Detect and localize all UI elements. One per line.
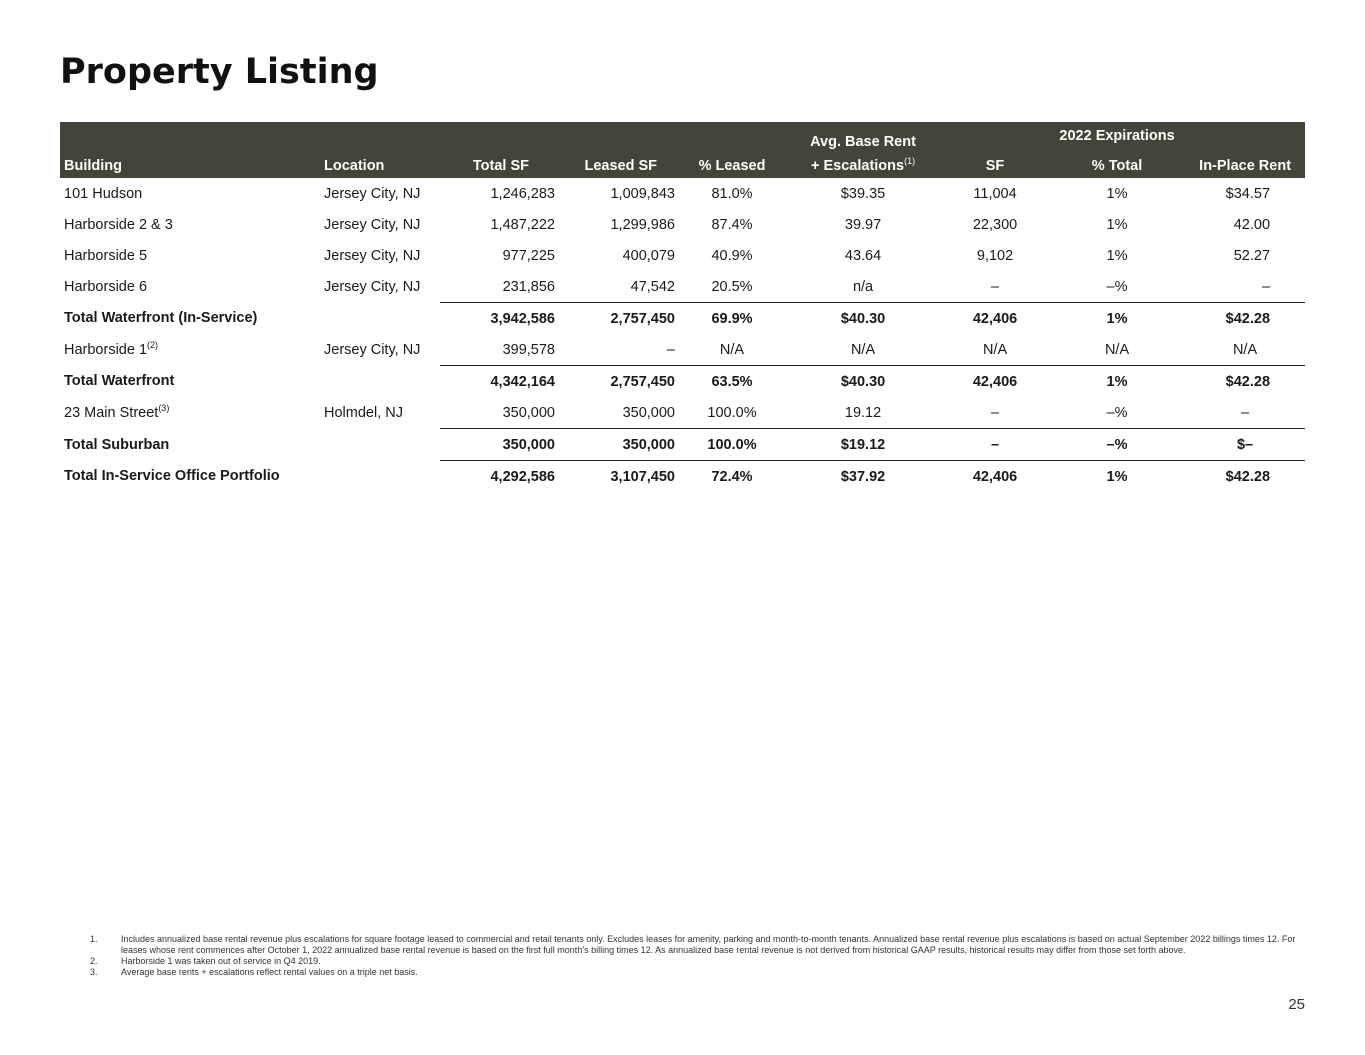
avg-base-rent: N/A xyxy=(850,341,876,358)
footnote-ref-1: (1) xyxy=(904,156,916,167)
total-sf: 977,225 xyxy=(502,247,555,264)
pct-leased: 100.0% xyxy=(679,429,785,461)
avg-base-rent: 39.97 xyxy=(844,216,882,233)
header-rent-line1: Avg. Base Rent xyxy=(785,122,941,150)
header-location: Location xyxy=(320,150,440,178)
footnote xyxy=(90,967,1300,978)
location: Jersey City, NJ xyxy=(324,341,421,358)
building-name: Total In-Service Office Portfolio xyxy=(64,468,280,485)
in-place-rent: 42.00 xyxy=(1233,216,1271,233)
header-leased-sf: Leased SF xyxy=(559,150,679,178)
building-name: Harborside 6 xyxy=(64,278,148,295)
property-listing-table xyxy=(60,122,1305,492)
footnote-number: 2. xyxy=(90,956,98,966)
pct-total: 1% xyxy=(1106,216,1128,233)
page-number: 25 xyxy=(1288,996,1305,1013)
location: Jersey City, NJ xyxy=(324,278,421,295)
footnote-text: Average base rents + escalations reflect rental values on a triple net basis. xyxy=(121,967,418,977)
expiring-sf: 42,406 xyxy=(941,303,1049,335)
total-sf: 4,342,164 xyxy=(440,366,559,398)
table-row xyxy=(60,271,1305,303)
table-row-total xyxy=(60,366,1305,398)
pct-leased: 20.5% xyxy=(711,278,753,295)
avg-base-rent: $37.92 xyxy=(785,461,941,493)
header-pct-leased: % Leased xyxy=(679,150,785,178)
total-sf: 231,856 xyxy=(502,278,555,295)
expiring-sf: 42,406 xyxy=(941,461,1049,493)
header-in-place-rent: In-Place Rent xyxy=(1185,150,1305,178)
expiring-sf: 42,406 xyxy=(941,366,1049,398)
header-row xyxy=(60,150,1305,178)
in-place-rent: N/A xyxy=(1232,341,1258,358)
page-title: Property Listing xyxy=(60,52,379,92)
leased-sf: – xyxy=(666,341,675,358)
total-sf: 350,000 xyxy=(502,404,555,421)
avg-base-rent: $40.30 xyxy=(785,303,941,335)
location: Holmdel, NJ xyxy=(324,404,403,421)
building-name: Harborside 2 & 3 xyxy=(64,216,173,233)
table-row-total xyxy=(60,461,1305,493)
avg-base-rent: 43.64 xyxy=(844,247,882,264)
leased-sf: 350,000 xyxy=(559,429,679,461)
pct-leased: 63.5% xyxy=(679,366,785,398)
leased-sf: 2,757,450 xyxy=(559,303,679,335)
in-place-rent: $42.28 xyxy=(1185,461,1305,493)
total-sf: 350,000 xyxy=(440,429,559,461)
table-row xyxy=(60,178,1305,209)
expiring-sf: 11,004 xyxy=(973,185,1017,202)
expiring-sf: – xyxy=(990,404,1000,421)
expiring-sf: – xyxy=(990,278,1000,295)
in-place-rent: $42.28 xyxy=(1185,366,1305,398)
in-place-rent: $34.57 xyxy=(1225,185,1271,202)
location xyxy=(320,429,440,461)
location xyxy=(320,366,440,398)
leased-sf: 2,757,450 xyxy=(559,366,679,398)
pct-leased: N/A xyxy=(719,341,745,358)
avg-base-rent: $39.35 xyxy=(840,185,886,202)
avg-base-rent: $40.30 xyxy=(785,366,941,398)
building-name: 101 Hudson xyxy=(64,185,143,202)
pct-total: –% xyxy=(1106,404,1128,421)
leased-sf: 1,299,986 xyxy=(610,216,675,233)
building-name: Harborside 5 xyxy=(64,247,148,264)
pct-total: N/A xyxy=(1104,341,1130,358)
location: Jersey City, NJ xyxy=(324,247,421,264)
pct-leased: 87.4% xyxy=(711,216,753,233)
building-name: Total Waterfront xyxy=(64,373,175,390)
pct-leased: 100.0% xyxy=(707,404,757,421)
pct-total: 1% xyxy=(1106,185,1128,202)
pct-leased: 69.9% xyxy=(679,303,785,335)
footnote xyxy=(90,956,1300,967)
in-place-rent: $42.28 xyxy=(1185,303,1305,335)
header-row-top xyxy=(60,122,1305,150)
building-name: Total Waterfront (In-Service) xyxy=(64,310,258,327)
pct-total: –% xyxy=(1049,429,1185,461)
in-place-rent: $– xyxy=(1185,429,1305,461)
location: Jersey City, NJ xyxy=(324,185,421,202)
location: Jersey City, NJ xyxy=(324,216,421,233)
expiring-sf: N/A xyxy=(982,341,1008,358)
footnote xyxy=(90,934,1300,956)
footnote-ref-2: (2) xyxy=(147,339,159,350)
building-name: 23 Main Street$^{(3)}$ xyxy=(64,402,170,421)
table-row xyxy=(60,240,1305,271)
leased-sf: 350,000 xyxy=(622,404,675,421)
footnote-number: 1. xyxy=(90,934,98,944)
total-sf: 1,246,283 xyxy=(490,185,555,202)
pct-leased: 40.9% xyxy=(711,247,753,264)
table-row xyxy=(60,209,1305,240)
pct-total: –% xyxy=(1106,278,1128,295)
table-row xyxy=(60,397,1305,429)
pct-total: 1% xyxy=(1049,366,1185,398)
header-total-sf: Total SF xyxy=(440,150,559,178)
pct-total: 1% xyxy=(1049,303,1185,335)
header-pct-total: % Total xyxy=(1049,150,1185,178)
pct-leased: 72.4% xyxy=(679,461,785,493)
footnote-text: Includes annualized base rental revenue plus escalations for square footage leased to commercial and retail tenants only. Excludes leases for amenity, parking and month-to-month tenants. Annualized base rental revenue plus escalations is based on actual September 2022 billings times 12. For leases whose rent commences after October 1, 2022 annualized base rental revenue is based on the first full month’s billing times 12. As annualized base rental revenue is not derived from historical GAAP results, historical results may differ from those set forth above. xyxy=(121,934,1296,955)
in-place-rent: 52.27 xyxy=(1233,247,1271,264)
expiring-sf: – xyxy=(941,429,1049,461)
footnotes xyxy=(90,934,1300,978)
avg-base-rent: 19.12 xyxy=(844,404,882,421)
footnote-text: Harborside 1 was taken out of service in Q4 2019. xyxy=(121,956,321,966)
in-place-rent: – xyxy=(1261,278,1271,295)
total-sf: 4,292,586 xyxy=(440,461,559,493)
leased-sf: 3,107,450 xyxy=(559,461,679,493)
expiring-sf: 22,300 xyxy=(972,216,1018,233)
in-place-rent: – xyxy=(1240,404,1250,421)
header-building: Building xyxy=(60,150,320,178)
leased-sf: 400,079 xyxy=(622,247,675,264)
pct-leased: 81.0% xyxy=(711,185,753,202)
leased-sf: 1,009,843 xyxy=(610,185,675,202)
table-row xyxy=(60,334,1305,366)
avg-base-rent: n/a xyxy=(852,278,874,295)
header-expiring-sf: SF xyxy=(941,150,1049,178)
expiring-sf: 9,102 xyxy=(976,247,1014,264)
header-rent-line2: + Escalations$^{(1)}$ xyxy=(785,150,941,178)
avg-base-rent: $19.12 xyxy=(785,429,941,461)
table-row-total xyxy=(60,303,1305,335)
total-sf: 399,578 xyxy=(502,341,555,358)
total-sf: 3,942,586 xyxy=(440,303,559,335)
location xyxy=(320,461,440,493)
table-row-total xyxy=(60,429,1305,461)
leased-sf: 47,542 xyxy=(630,278,675,295)
pct-total: 1% xyxy=(1106,247,1128,264)
total-sf: 1,487,222 xyxy=(490,216,555,233)
building-name: Total Suburban xyxy=(64,436,170,453)
footnote-number: 3. xyxy=(90,967,98,977)
pct-total: 1% xyxy=(1049,461,1185,493)
location xyxy=(320,303,440,335)
header-expirations-group: 2022 Expirations xyxy=(1049,122,1305,150)
footnote-ref-3: (3) xyxy=(158,402,170,413)
building-name: Harborside 1$^{(2)}$ xyxy=(64,339,159,358)
